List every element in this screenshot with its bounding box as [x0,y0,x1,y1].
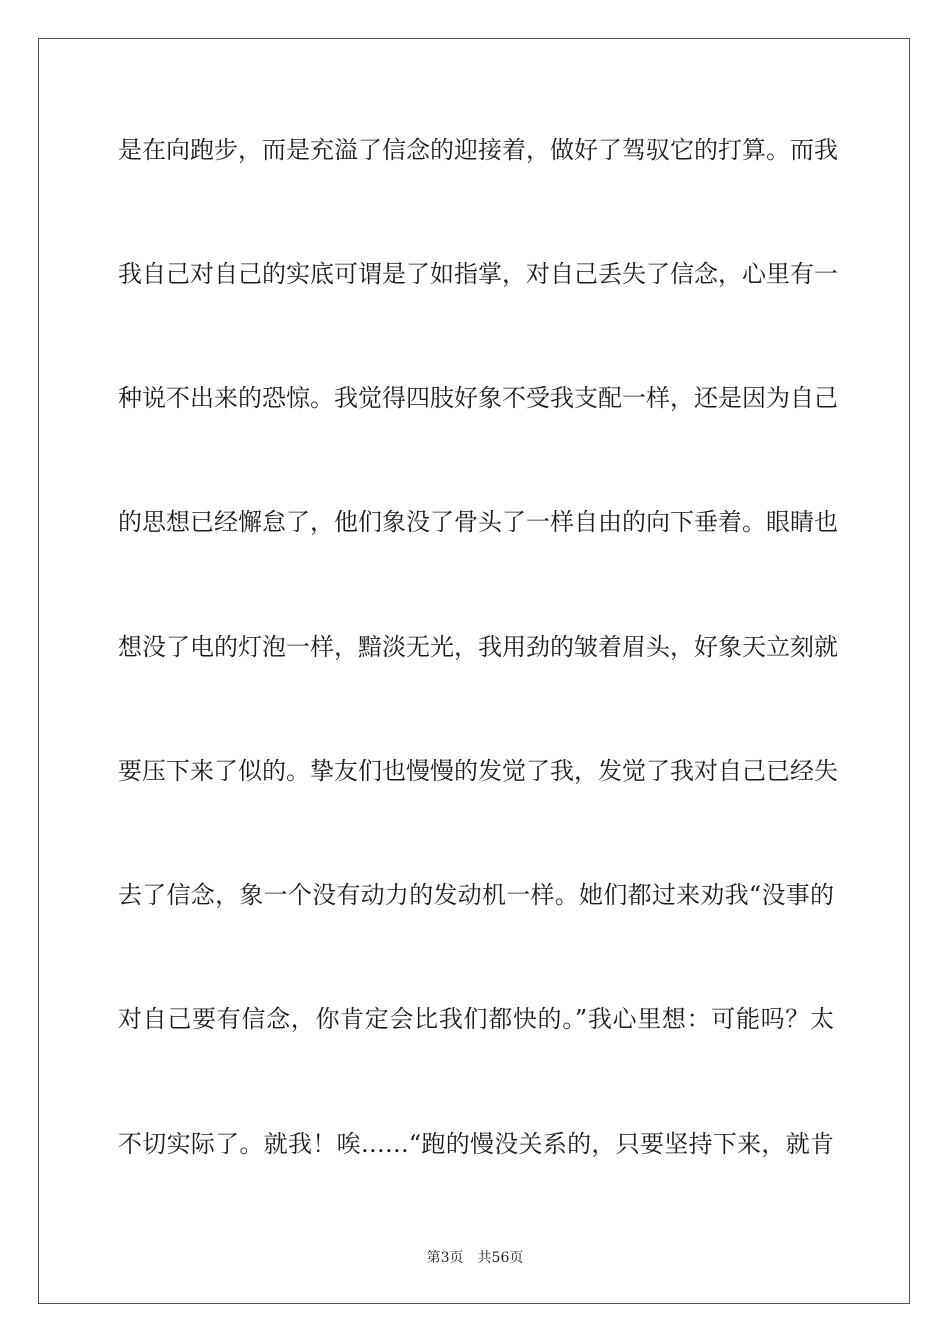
page-border [38,38,910,1304]
text-line: 要压下来了似的。挚友们也慢慢的发觉了我，发觉了我对自己已经失 [118,757,838,785]
text-line: 去了信念，象一个没有动力的发动机一样。她们都过来劝我“没事的 [118,881,834,909]
text-line: 种说不出来的恐惊。我觉得四肢好象不受我支配一样，还是因为自己 [118,384,838,412]
page-number: 第3页 [426,1250,464,1266]
page-total: 共56页 [477,1250,524,1266]
text-line: 的思想已经懈怠了，他们象没了骨头了一样自由的向下垂着。眼睛也 [118,508,838,536]
text-line: 对自己要有信念，你肯定会比我们都快的。”我心里想：可能吗？太 [118,1005,834,1033]
page-footer [0,1248,950,1268]
text-line: 是在向跑步，而是充溢了信念的迎接着，做好了驾驭它的打算。而我 [118,136,838,164]
text-line: 想没了电的灯泡一样，黯淡无光，我用劲的皱着眉头，好象天立刻就 [118,633,838,661]
text-line: 不切实际了。就我！唉……“跑的慢没关系的，只要坚持下来，就肯 [118,1130,834,1158]
text-line: 我自己对自己的实底可谓是了如指掌，对自己丢失了信念，心里有一 [118,260,838,288]
